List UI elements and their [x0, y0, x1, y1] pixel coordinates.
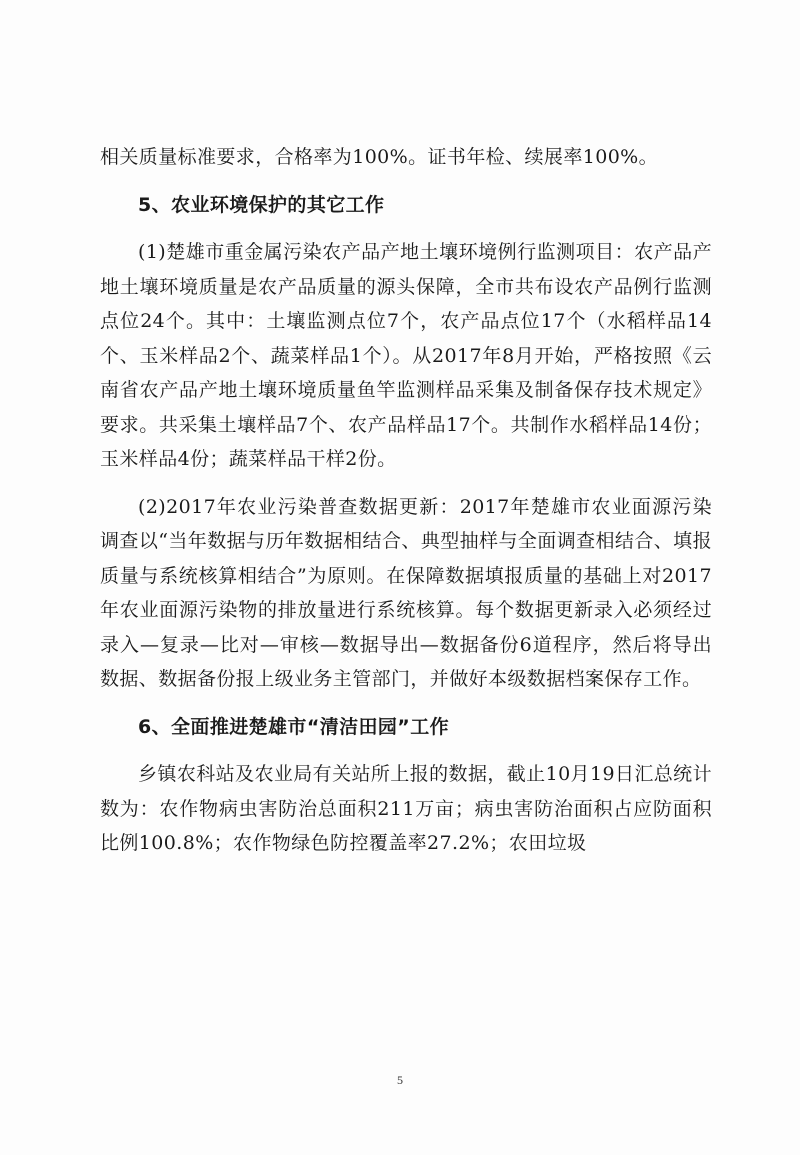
- section-heading-5: 5、农业环境保护的其它工作: [138, 193, 385, 216]
- paragraph-clean-fields: 乡镇农科站及农业局有关站所上报的数据，截止10月19日汇总统计数为：农作物病虫害防治总面积211万亩；病虫害防治面积占应防面积比例100.8%；农作物绿色防控覆盖率27.2%；农田垃圾: [100, 763, 712, 854]
- document-body: [100, 140, 712, 861]
- page-number: 5: [397, 1073, 403, 1087]
- paragraph-pollution-census: (2)2017年农业污染普查数据更新：2017年楚雄市农业面源污染调查以“当年数据与历年数据相结合、典型抽样与全面调查相结合、填报质量与系统核算相结合”为原则。在保障数据填报质量的基础上对2017年农业面源污染物的排放量进行系统核算。每个数据更新录入必须经过录入—复录—比对—审核—数据导出—数据备份6道程序，然后将导出数据、数据备份报上级业务主管部门，并做好本级数据档案保存工作。: [100, 495, 712, 690]
- paragraph-continuation: 相关质量标准要求，合格率为100%。证书年检、续展率100%。: [100, 146, 659, 168]
- section-heading-6: 6、全面推进楚雄市“清洁田园”工作: [138, 715, 449, 738]
- paragraph-soil-monitoring: (1)楚雄市重金属污染农产品产地土壤环境例行监测项目：农产品产地土壤环境质量是农产品质量的源头保障，全市共布设农产品例行监测点位24个。其中：土壤监测点位7个，农产品点位17个（水稻样品14个、玉米样品2个、蔬菜样品1个）。从2017年8月开始，严格按照《云南省农产品产地土壤环境质量鱼竿监测样品采集及制备保存技术规定》要求。共采集土壤样品7个、农产品样品17个。共制作水稻样品14份；玉米样品4份；蔬菜样品干样2份。: [100, 241, 712, 470]
